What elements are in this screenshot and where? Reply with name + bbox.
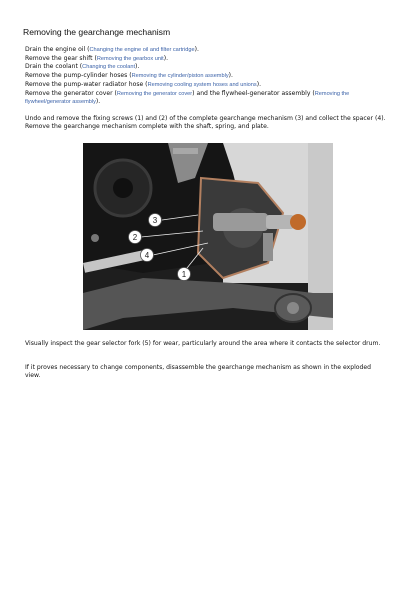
link-removing-cylinder[interactable]: Removing the cylinder/piston assembly [131, 73, 229, 80]
page-title: Removing the gearchange mechanism [23, 27, 171, 37]
inspection-paragraph: Visually inspect the gear selector fork (5) for wear, particularly around the area where it contacts the selector drum. [25, 340, 381, 347]
engine-photo [83, 143, 333, 330]
step-remove-gear-shift: Remove the gear shift (Removing the gearbox unit). [25, 54, 169, 62]
link-changing-coolant[interactable]: Changing the coolant [82, 64, 136, 71]
link-removing-hoses[interactable]: Removing cooling system hoses and unions [147, 81, 257, 88]
callout-2: 2 [132, 233, 138, 242]
instruction-fixing-screws: Undo and remove the fixing screws (1) and (2) of the complete gearchange mechanism (3) and collect the spacer (4). [25, 115, 386, 122]
step-drain-coolant: Drain the coolant (Changing the coolant). [25, 63, 140, 71]
step-drain-oil: Drain the engine oil (Changing the engine oil and filter cartridge). [25, 46, 199, 53]
disassembly-paragraph: If it proves necessary to change components, disassemble the gearchange mechanism as shown in the exploded view. [25, 364, 371, 379]
link-removing-generator-cover[interactable]: Removing the generator cover [116, 90, 193, 97]
procedure-steps [25, 46, 385, 107]
instruction-paragraph [25, 115, 387, 130]
callout-1: 1 [181, 270, 187, 279]
step-remove-generator-cover: Remove the generator cover (Removing the generator cover) and the flywheel-generator assembly (Removing the flywheel/generator assembly). [25, 89, 350, 106]
callout-3: 3 [152, 216, 158, 225]
link-removing-gearbox[interactable]: Removing the gearbox unit [96, 55, 164, 62]
instruction-remove-mechanism: Remove the gearchange mechanism complete with the shaft, spring, and plate. [25, 122, 269, 130]
link-changing-oil[interactable]: Changing the engine oil and filter cartridge [89, 47, 195, 53]
step-remove-radiator-hose: Remove the pump-water radiator hose (Removing cooling system hoses and unions). [25, 80, 262, 88]
link-removing-flywheel[interactable]: Removing the flywheel/generator assembly [25, 90, 350, 106]
step-remove-pump-hoses: Remove the pump-cylinder hoses (Removing the cylinder/piston assembly). [25, 72, 233, 80]
gearchange-photo-illustration [83, 143, 333, 330]
callout-4: 4 [144, 251, 150, 260]
